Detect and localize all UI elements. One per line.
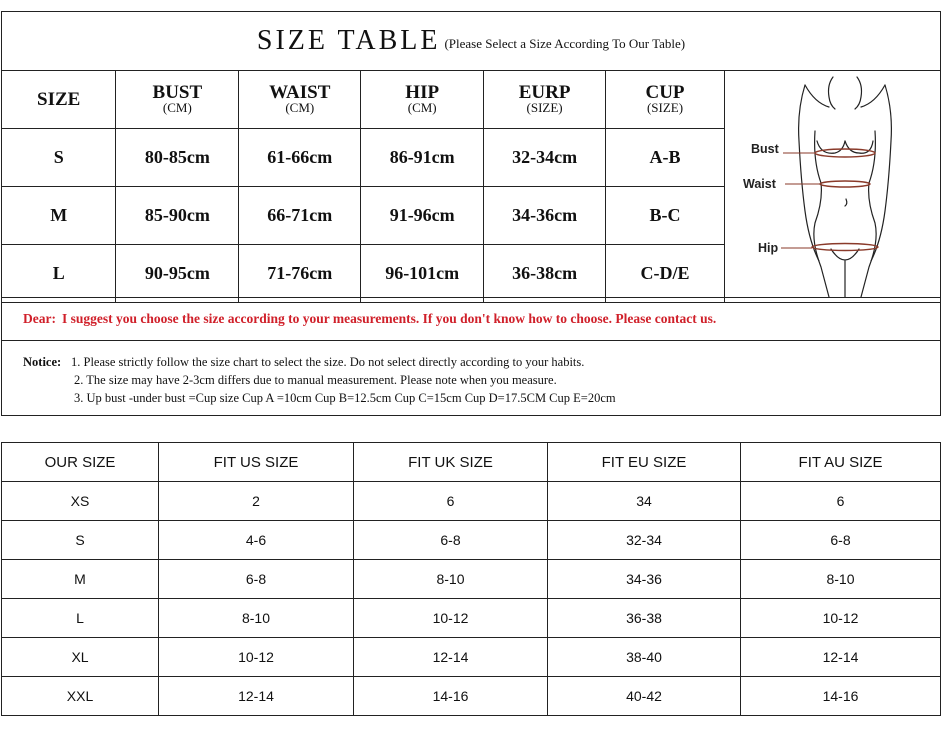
- table-row: [2, 521, 941, 560]
- us-size-cell: 6-8: [159, 560, 354, 599]
- size-cell: L: [2, 244, 116, 302]
- uk-size-cell: 6: [354, 482, 548, 521]
- notice-line-2: 2. The size may have 2-3cm differs due to manual measurement. Please note when you measure.: [74, 373, 557, 387]
- table-header-row: [2, 71, 940, 129]
- fit-size-table: [1, 442, 941, 716]
- eu-size-cell: 32-34: [548, 521, 741, 560]
- body-figure-illustration: [725, 71, 940, 297]
- au-size-cell: 10-12: [741, 599, 941, 638]
- dear-text: I suggest you choose the size according to your measurements. If you don't know how to choose. Please contact us.: [61, 311, 717, 326]
- table-row: [2, 560, 941, 599]
- notice-line-3: 3. Up bust -under bust =Cup size Cup A =10cm Cup B=12.5cm Cup C=15cm Cup D=17.5CM Cup E=20cm: [74, 391, 616, 405]
- header-bust: BUST (CM): [116, 71, 239, 129]
- fit-header-row: [2, 443, 941, 482]
- notice-label: Notice:: [23, 355, 62, 369]
- uk-size-cell: 14-16: [354, 677, 548, 716]
- eurp-cell: 32-34cm: [484, 128, 606, 186]
- bust-cell: 80-85cm: [116, 128, 239, 186]
- bust-cell: 90-95cm: [116, 244, 239, 302]
- size-table-title: SIZE TABLE: [256, 25, 441, 56]
- body-figure-cell: [724, 71, 940, 303]
- waist-label: Waist: [742, 177, 776, 191]
- us-size-cell: 8-10: [159, 599, 354, 638]
- size-cell: S: [2, 128, 116, 186]
- body-measurement-table: [2, 70, 940, 303]
- dear-label: Dear:: [23, 311, 56, 326]
- dear-message: [2, 297, 940, 341]
- header-our-size: OUR SIZE: [2, 443, 159, 482]
- our-size-cell: XXL: [2, 677, 159, 716]
- table-row: [2, 677, 941, 716]
- table-row: [2, 482, 941, 521]
- header-cup: CUP (SIZE): [606, 71, 725, 129]
- eu-size-cell: 34-36: [548, 560, 741, 599]
- size-table-panel: [1, 11, 941, 416]
- us-size-cell: 2: [159, 482, 354, 521]
- our-size-cell: XS: [2, 482, 159, 521]
- our-size-cell: XL: [2, 638, 159, 677]
- notice-line-1: 1. Please strictly follow the size chart to select the size. Do not select directly according to your habits.: [71, 355, 585, 369]
- au-size-cell: 6-8: [741, 521, 941, 560]
- us-size-cell: 4-6: [159, 521, 354, 560]
- waist-cell: 66-71cm: [239, 186, 361, 244]
- waist-cell: 71-76cm: [239, 244, 361, 302]
- au-size-cell: 12-14: [741, 638, 941, 677]
- eurp-cell: 36-38cm: [484, 244, 606, 302]
- uk-size-cell: 8-10: [354, 560, 548, 599]
- cup-cell: A-B: [606, 128, 725, 186]
- header-fit-uk: FIT UK SIZE: [354, 443, 548, 482]
- eu-size-cell: 40-42: [548, 677, 741, 716]
- header-waist: WAIST (CM): [239, 71, 361, 129]
- eu-size-cell: 36-38: [548, 599, 741, 638]
- bust-label: Bust: [750, 142, 779, 156]
- notice-block: [23, 353, 616, 407]
- eurp-cell: 34-36cm: [484, 186, 606, 244]
- header-fit-eu: FIT EU SIZE: [548, 443, 741, 482]
- header-eurp: EURP (SIZE): [484, 71, 606, 129]
- hip-cell: 86-91cm: [361, 128, 484, 186]
- waist-cell: 61-66cm: [239, 128, 361, 186]
- cup-cell: B-C: [606, 186, 725, 244]
- table-row: [2, 638, 941, 677]
- table-row: [2, 599, 941, 638]
- header-hip: HIP (CM): [361, 71, 484, 129]
- header-size: SIZE: [2, 71, 116, 129]
- bust-cell: 85-90cm: [116, 186, 239, 244]
- size-cell: M: [2, 186, 116, 244]
- hip-cell: 96-101cm: [361, 244, 484, 302]
- us-size-cell: 10-12: [159, 638, 354, 677]
- header-fit-us: FIT US SIZE: [159, 443, 354, 482]
- au-size-cell: 8-10: [741, 560, 941, 599]
- fit-size-panel: [1, 442, 941, 716]
- eu-size-cell: 34: [548, 482, 741, 521]
- au-size-cell: 6: [741, 482, 941, 521]
- our-size-cell: L: [2, 599, 159, 638]
- eu-size-cell: 38-40: [548, 638, 741, 677]
- header-fit-au: FIT AU SIZE: [741, 443, 941, 482]
- our-size-cell: M: [2, 560, 159, 599]
- title-bar: [2, 12, 940, 71]
- us-size-cell: 12-14: [159, 677, 354, 716]
- uk-size-cell: 10-12: [354, 599, 548, 638]
- uk-size-cell: 6-8: [354, 521, 548, 560]
- cup-cell: C-D/E: [606, 244, 725, 302]
- size-table-subtitle: (Please Select a Size According To Our Table): [444, 36, 686, 51]
- hip-cell: 91-96cm: [361, 186, 484, 244]
- au-size-cell: 14-16: [741, 677, 941, 716]
- uk-size-cell: 12-14: [354, 638, 548, 677]
- hip-label: Hip: [757, 241, 779, 255]
- our-size-cell: S: [2, 521, 159, 560]
